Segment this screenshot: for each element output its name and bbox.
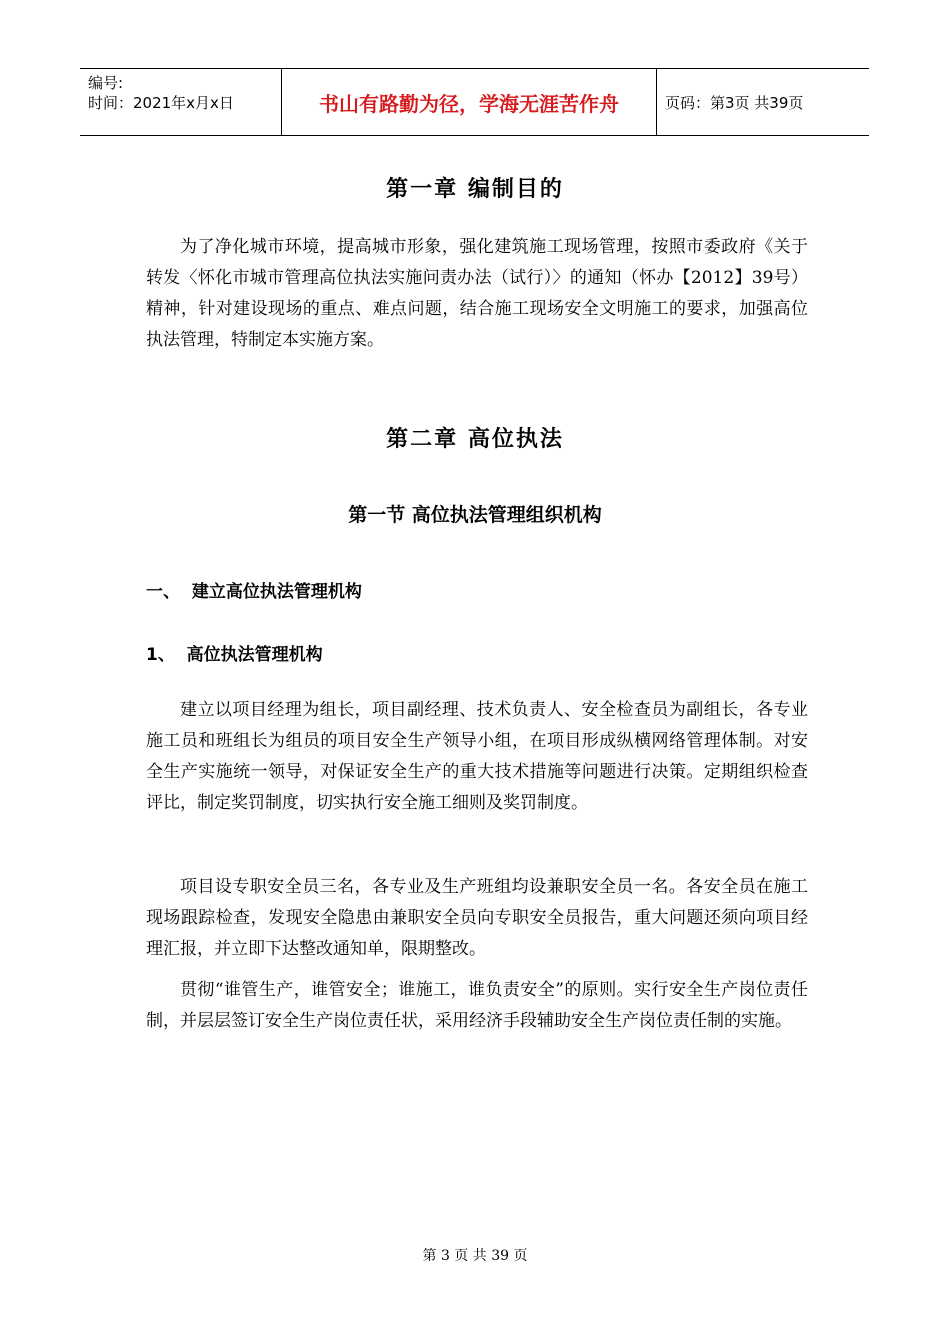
header-meta-cell (80, 69, 282, 135)
document-date-label: 时间：2021年x月x日 (88, 94, 234, 112)
document-number-label: 编号: (88, 74, 124, 92)
page-footer: 第 3 页 共 39 页 (422, 1248, 528, 1264)
chapter-1-title: 第一章 编制目的 (386, 177, 564, 202)
header-motto-cell (282, 69, 657, 135)
section-1-title: 第一节 高位执法管理组织机构 (348, 504, 602, 526)
subheading-level-2: 1、 高位执法管理机构 (146, 645, 323, 665)
body-paragraph-2: 项目设专职安全员三名，各专业及生产班组均设兼职安全员一名。各安全员在施工现场跟踪检查，发现安全隐患由兼职安全员向专职安全员报告，重大问题还须向项目经理汇报，并立即下达整改通知单，限期整改。 (146, 877, 808, 959)
chapter-1-paragraph: 为了净化城市环境，提高城市形象，强化建筑施工现场管理，按照市委政府《关于转发〈怀化市城市管理高位执法实施问责办法（试行）〉的通知（怀办【2012】39号）精神，针对建设现场的重点、难点问题，结合施工现场安全文明施工的要求，加强高位执法管理，特制定本实施方案。 (146, 237, 808, 350)
header-page-cell (657, 69, 869, 135)
body-paragraph-1: 建立以项目经理为组长，项目副经理、技术负责人、安全检查员为副组长，各专业施工员和班组长为组员的项目安全生产领导小组，在项目形成纵横网络管理体制。对安全生产实施统一领导，对保证安全生产的重大技术措施等问题进行决策。定期组织检查评比，制定奖罚制度，切实执行安全施工细则及奖罚制度。 (146, 700, 808, 813)
page-header (80, 68, 869, 136)
header-motto: 书山有路勤为径，学海无涯苦作舟 (319, 91, 619, 116)
chapter-2-title: 第二章 高位执法 (386, 427, 564, 452)
subheading-level-1: 一、 建立高位执法管理机构 (146, 582, 362, 602)
body-paragraph-3: 贯彻“谁管生产，谁管安全；谁施工，谁负责安全”的原则。实行安全生产岗位责任制，并层层签订安全生产岗位责任状，采用经济手段辅助安全生产岗位责任制的实施。 (146, 980, 808, 1031)
header-page-info: 页码：第3页 共39页 (665, 93, 804, 112)
